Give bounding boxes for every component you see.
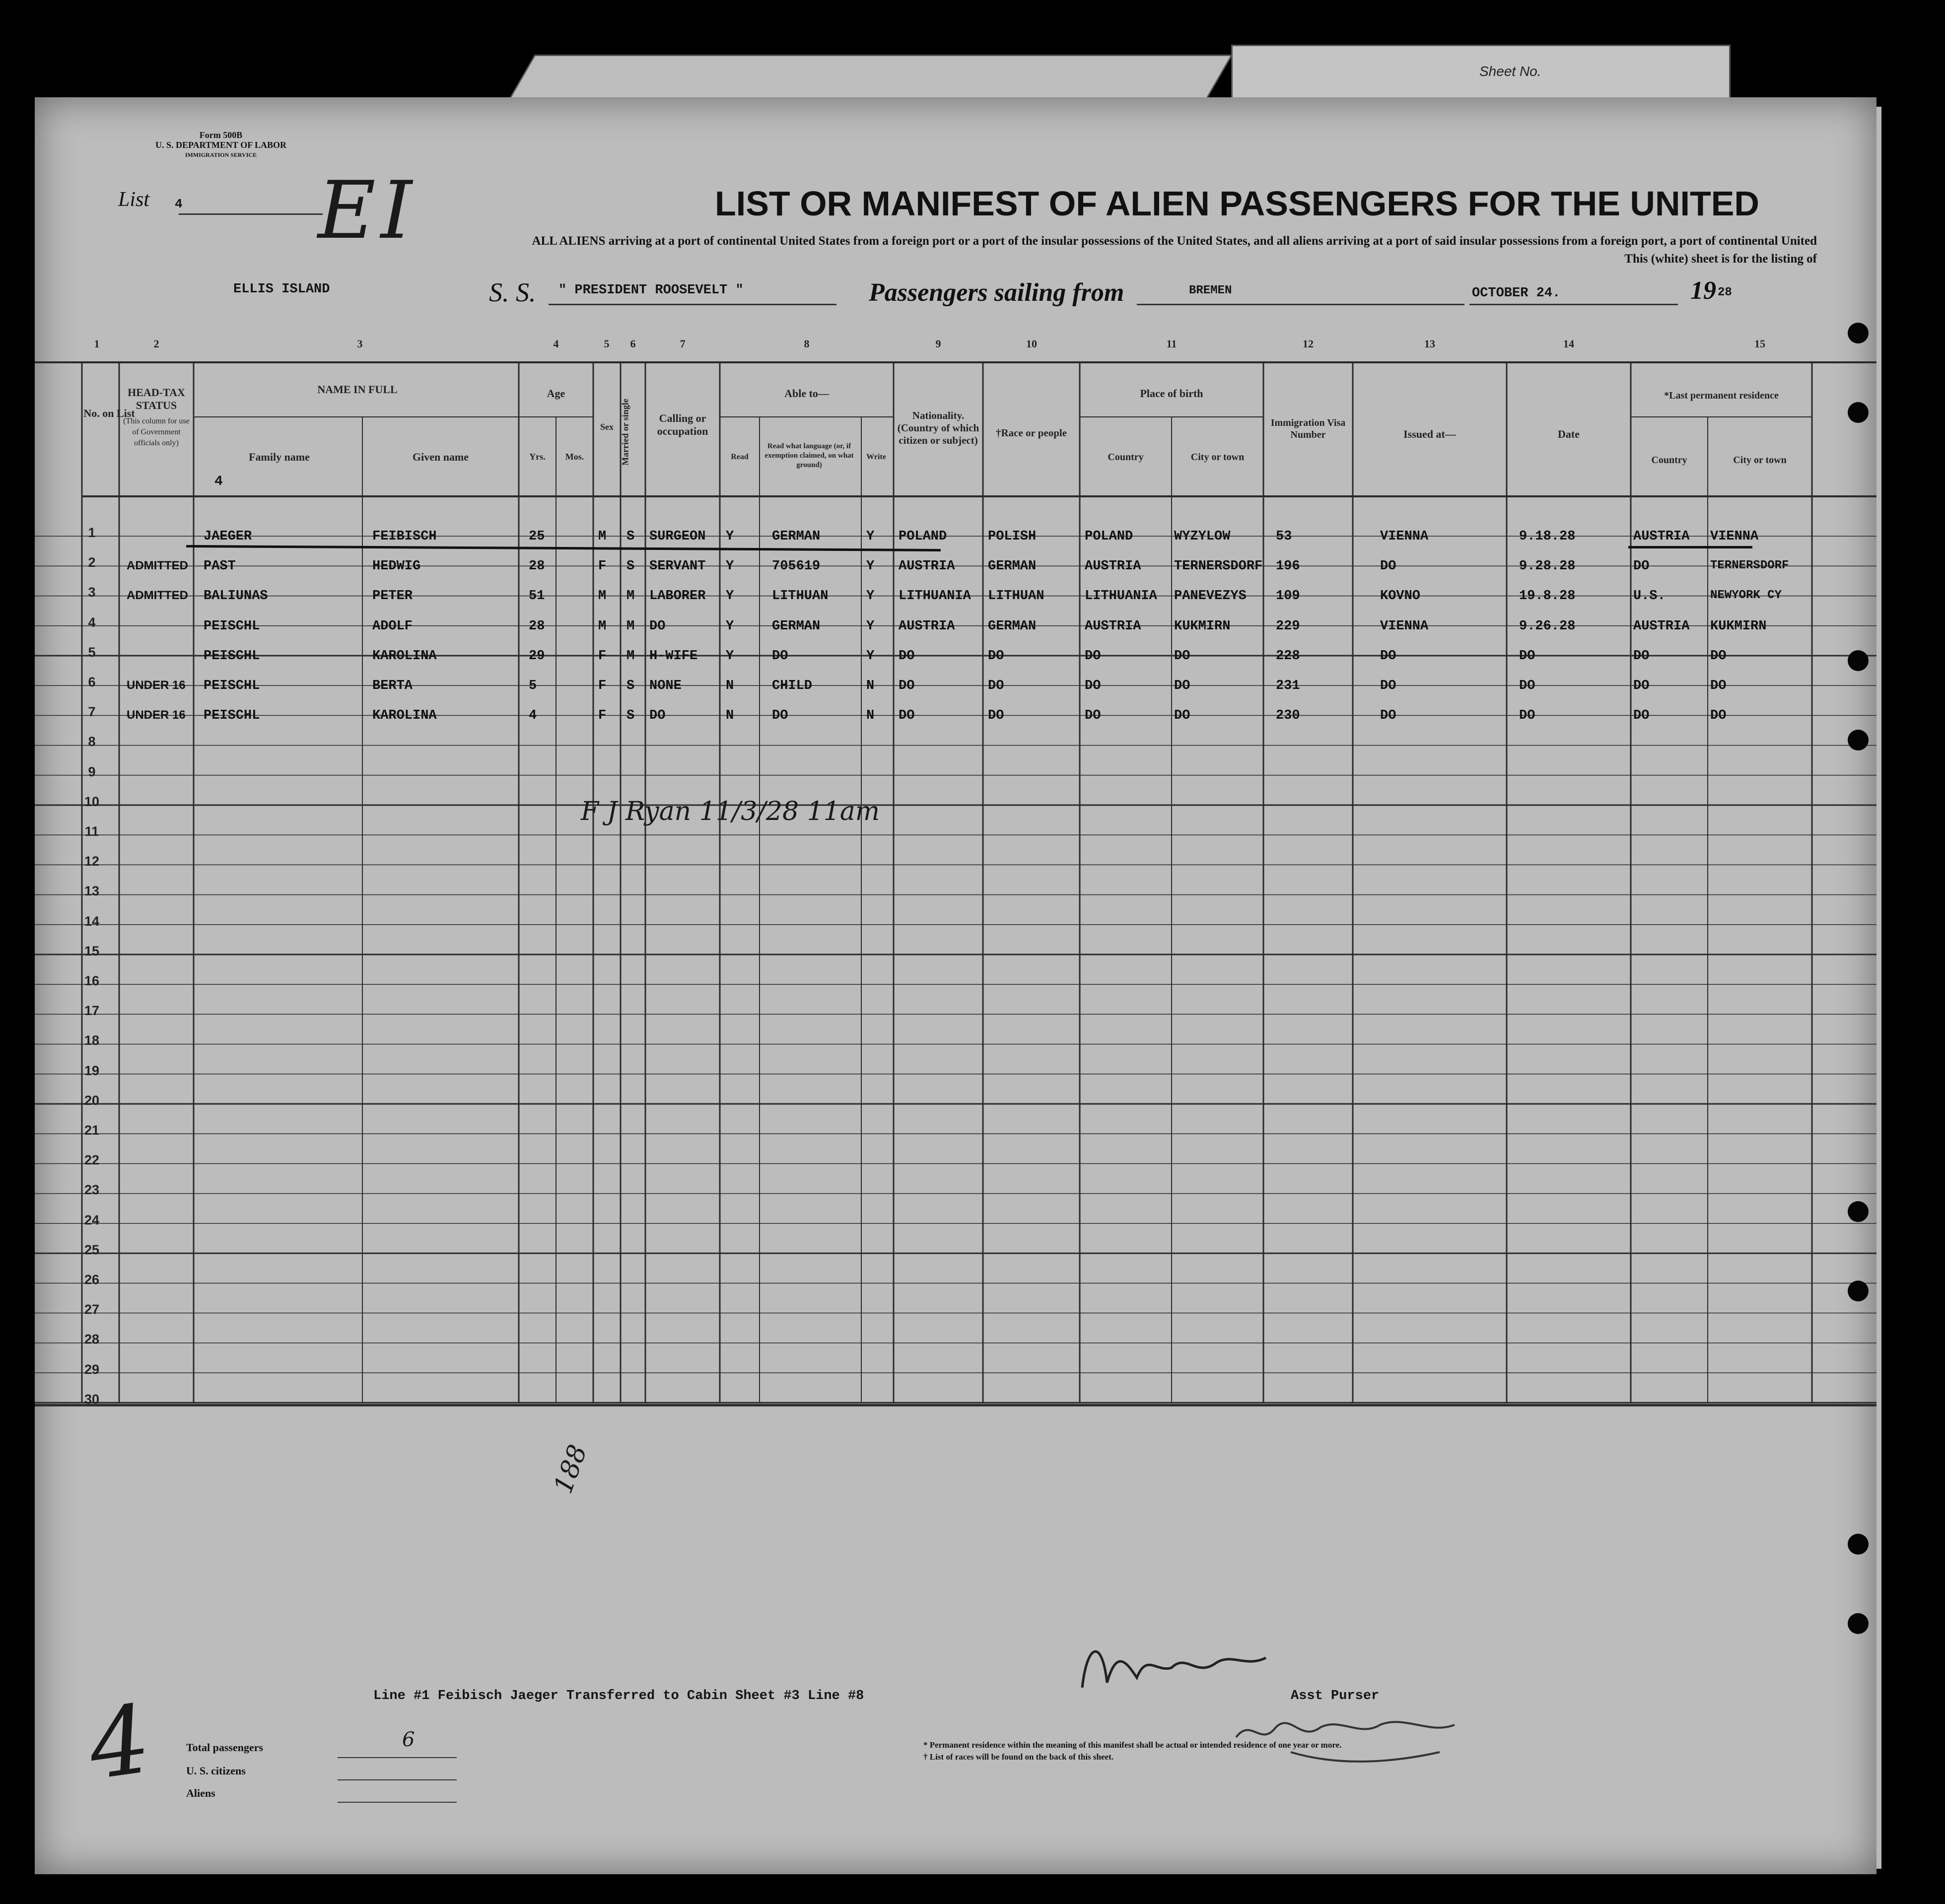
- family-name: PEISCHL: [204, 618, 260, 634]
- can-write: Y: [866, 559, 875, 574]
- visa-date: 19.8.28: [1519, 589, 1576, 604]
- row-number: 11: [84, 824, 99, 839]
- family-name: PAST: [204, 559, 236, 574]
- issued-at: DO: [1380, 559, 1396, 574]
- header-last-residence: *Last permanent residence: [1664, 390, 1779, 401]
- ss-label: S. S.: [489, 277, 536, 307]
- column-number: 15: [1754, 338, 1765, 350]
- can-read: N: [726, 679, 734, 693]
- can-read: Y: [726, 589, 734, 604]
- visa-number: 53: [1276, 529, 1292, 544]
- inspector-signature: F J Ryan 11/3/28 11am: [581, 797, 880, 826]
- header-mos: Mos.: [565, 452, 584, 462]
- list-underline: [179, 213, 323, 215]
- visa-date: DO: [1519, 708, 1535, 724]
- row-number: 6: [88, 675, 96, 689]
- family-name: PEISCHL: [204, 679, 260, 693]
- year-suffix: 28: [1718, 286, 1732, 299]
- handwritten-4: 4: [82, 1684, 157, 1801]
- sex: F: [598, 708, 607, 724]
- header-visa-date: Date: [1558, 428, 1580, 440]
- head-tax-status: UNDER 16: [127, 708, 186, 722]
- age-years: 28: [529, 618, 545, 634]
- birth-country: POLAND: [1085, 529, 1133, 544]
- can-write: Y: [866, 589, 875, 604]
- header-able-to: Able to—: [784, 387, 829, 400]
- given-name: KAROLINA: [372, 708, 437, 724]
- birth-city: PANEVEZYS: [1174, 589, 1247, 604]
- birth-city: DO: [1174, 679, 1190, 693]
- header-issued-at: Issued at—: [1403, 428, 1456, 440]
- row-number: 25: [84, 1242, 100, 1257]
- issued-at: DO: [1380, 708, 1396, 724]
- residence-city: NEWYORK CY: [1710, 589, 1782, 603]
- residence-city: KUKMIRN: [1710, 618, 1767, 634]
- column-number: 11: [1166, 338, 1177, 350]
- list-label: List: [118, 188, 150, 211]
- binder-hole: [1848, 1613, 1869, 1634]
- header-read-language: Read what language (or, if exemption claimed, on what ground): [764, 442, 854, 469]
- row-number: 22: [84, 1153, 100, 1168]
- age-years: 5: [529, 679, 537, 693]
- can-write: N: [866, 708, 875, 724]
- purser-signature: [1067, 1633, 1291, 1698]
- nationality: AUSTRIA: [899, 559, 955, 574]
- column-number: 5: [604, 338, 610, 350]
- residence-city: DO: [1710, 648, 1727, 664]
- visa-number: 228: [1276, 648, 1300, 664]
- row-number: 29: [84, 1361, 100, 1377]
- birth-country: LITHUANIA: [1085, 589, 1157, 604]
- header-yrs: Yrs.: [529, 452, 546, 462]
- birth-city: TERNERSDORF: [1174, 559, 1263, 574]
- list-number: 4: [175, 197, 183, 211]
- binder-hole: [1848, 323, 1869, 343]
- can-read: Y: [726, 618, 734, 634]
- column-number: 14: [1563, 338, 1574, 350]
- header-city: City or town: [1190, 452, 1245, 463]
- read-language: CHILD: [772, 679, 813, 693]
- total-line: [338, 1757, 457, 1758]
- binder-hole: [1848, 402, 1869, 423]
- total-passengers-value: 6: [402, 1728, 415, 1751]
- read-language: GERMAN: [772, 529, 821, 544]
- year-label: 19: [1690, 276, 1716, 305]
- birth-city: KUKMIRN: [1174, 618, 1231, 634]
- header-head-tax: HEAD-TAX STATUS: [128, 386, 185, 411]
- marital-status: S: [626, 559, 635, 574]
- ship-name: " PRESIDENT ROOSEVELT ": [558, 283, 744, 298]
- sailing-port: BREMEN: [1189, 284, 1232, 297]
- sailing-date: OCTOBER 24.: [1472, 286, 1561, 301]
- given-name: FEIBISCH: [372, 529, 437, 544]
- footer-transfer-note: Line #1 Feibisch Jaeger Transferred to Cabin Sheet #3 Line #8: [373, 1689, 864, 1703]
- page-title: LIST OR MANIFEST OF ALIEN PASSENGERS FOR THE UNITED: [715, 184, 1759, 223]
- header-married: Married or single: [620, 399, 630, 466]
- subtitle-line2: This (white) sheet is for the listing of: [1624, 252, 1817, 266]
- binder-hole: [1848, 730, 1869, 750]
- age-years: 29: [529, 648, 545, 664]
- marital-status: M: [626, 618, 635, 634]
- strike-line-1-residence: [1628, 546, 1752, 548]
- occupation: LABORER: [649, 589, 706, 604]
- read-language: DO: [772, 708, 788, 724]
- row-number: 10: [84, 794, 100, 809]
- row-number: 21: [84, 1123, 100, 1138]
- sheet-no-label: Sheet No.: [1479, 64, 1541, 79]
- marital-status: M: [626, 589, 635, 604]
- race: DO: [988, 708, 1004, 724]
- column-number: 3: [357, 338, 363, 350]
- nationality: POLAND: [899, 529, 947, 544]
- can-read: Y: [726, 559, 734, 574]
- row-number: 5: [88, 644, 96, 660]
- residence-city: DO: [1710, 679, 1727, 693]
- birth-city: DO: [1174, 648, 1190, 664]
- binder-hole: [1848, 1534, 1869, 1555]
- row-number: 12: [84, 854, 100, 869]
- row-number: 15: [84, 943, 100, 958]
- row-number: 27: [84, 1302, 100, 1317]
- race: DO: [988, 648, 1004, 664]
- ship-underline: [549, 304, 836, 305]
- column-number: 8: [804, 338, 810, 350]
- age-years: 25: [529, 529, 545, 544]
- header-calling: Calling or occupation: [657, 412, 708, 437]
- residence-country: U.S.: [1633, 589, 1666, 604]
- row-number: 8: [88, 734, 96, 749]
- manifest-grid: [35, 318, 1876, 1678]
- header-nationality: Nationality. (Country of which citizen or subject): [897, 409, 979, 446]
- issued-at: DO: [1380, 648, 1396, 664]
- read-language: 705619: [772, 559, 821, 574]
- occupation: SURGEON: [649, 529, 706, 544]
- row-number: 18: [84, 1033, 100, 1048]
- sex: M: [598, 618, 607, 634]
- port-name: ELLIS ISLAND: [233, 282, 330, 297]
- residence-country: DO: [1633, 559, 1650, 574]
- visa-number: 231: [1276, 679, 1300, 693]
- header-age: Age: [547, 387, 565, 400]
- nationality: DO: [899, 679, 915, 693]
- column-number: 13: [1424, 338, 1435, 350]
- can-write: N: [866, 679, 875, 693]
- residence-city: TERNERSDORF: [1710, 559, 1789, 573]
- column-number: 9: [935, 338, 941, 350]
- column-number: 12: [1303, 338, 1314, 350]
- given-name: PETER: [372, 589, 413, 604]
- family-name: PEISCHL: [204, 648, 260, 664]
- header-res-country: Country: [1651, 455, 1687, 466]
- header-no-on-list: No. on List: [83, 407, 135, 419]
- binder-hole: [1848, 1201, 1869, 1222]
- age-years: 4: [529, 708, 537, 724]
- given-name: HEDWIG: [372, 559, 421, 574]
- header-country: Country: [1108, 452, 1144, 463]
- marital-status: S: [626, 679, 635, 693]
- form-id: [146, 130, 295, 160]
- total-passengers-label: Total passengers: [186, 1741, 264, 1754]
- head-tax-status: UNDER 16: [127, 679, 186, 692]
- visa-number: 196: [1276, 559, 1300, 574]
- row-number: 14: [84, 913, 100, 929]
- birth-city: WYZYLOW: [1174, 529, 1231, 544]
- can-read: N: [726, 708, 734, 724]
- sex: F: [598, 559, 607, 574]
- header-race: †Race or people: [995, 427, 1067, 439]
- footnote-residence: * Permanent residence within the meaning of this manifest shall be actual or intended residence of one year or more.: [923, 1740, 1342, 1750]
- binder-hole: [1848, 650, 1869, 671]
- header-res-city: City or town: [1733, 455, 1787, 466]
- occupation: SERVANT: [649, 559, 706, 574]
- birth-country: DO: [1085, 679, 1101, 693]
- row-number: 3: [88, 585, 96, 600]
- residence-city: VIENNA: [1710, 529, 1759, 544]
- header-visa-number: Immigration Visa Number: [1270, 417, 1346, 440]
- issued-at: VIENNA: [1380, 529, 1429, 544]
- header-family-name: Family name: [249, 451, 310, 463]
- race: POLISH: [988, 529, 1037, 544]
- row-number: 23: [84, 1182, 100, 1198]
- visa-number: 229: [1276, 618, 1300, 634]
- column-number: 2: [153, 338, 159, 350]
- form-number: Form 500B: [199, 130, 243, 140]
- nationality: LITHUANIA: [899, 589, 971, 604]
- row-number: 26: [84, 1272, 100, 1287]
- occupation: NONE: [649, 679, 682, 693]
- sex: F: [598, 679, 607, 693]
- footnote-races: † List of races will be found on the back of this sheet.: [923, 1752, 1113, 1762]
- row-number: 4: [88, 614, 96, 630]
- residence-country: DO: [1633, 679, 1650, 693]
- birth-country: AUSTRIA: [1085, 559, 1141, 574]
- can-read: Y: [726, 529, 734, 544]
- date-underline: [1469, 304, 1678, 305]
- visa-date: 9.26.28: [1519, 618, 1576, 634]
- can-read: Y: [726, 648, 734, 664]
- read-language: LITHUAN: [772, 589, 829, 604]
- sex: F: [598, 648, 607, 664]
- marital-status: S: [626, 529, 635, 544]
- handwritten-ei: EI: [318, 164, 417, 257]
- sex: M: [598, 529, 607, 544]
- visa-number: 230: [1276, 708, 1300, 724]
- occupation: DO: [649, 708, 666, 724]
- family-name: PEISCHL: [204, 708, 260, 724]
- race: GERMAN: [988, 559, 1037, 574]
- residence-country: DO: [1633, 648, 1650, 664]
- occupation: DO: [649, 618, 666, 634]
- residence-country: AUSTRIA: [1633, 618, 1690, 634]
- row-number: 13: [84, 884, 100, 899]
- issued-at: VIENNA: [1380, 618, 1429, 634]
- row-number: 17: [84, 1003, 100, 1019]
- us-citizens-label: U. S. citizens: [186, 1765, 246, 1777]
- race: DO: [988, 679, 1004, 693]
- race: LITHUAN: [988, 589, 1044, 604]
- head-tax-status: ADMITTED: [127, 589, 188, 603]
- row-number: 20: [84, 1092, 100, 1108]
- aliens-line: [338, 1802, 457, 1803]
- issued-at: KOVNO: [1380, 589, 1421, 604]
- officer-signature: [1231, 1707, 1509, 1772]
- row-number: 30: [84, 1391, 100, 1407]
- birth-country: AUSTRIA: [1085, 618, 1141, 634]
- residence-country: DO: [1633, 708, 1650, 724]
- row-number: 16: [84, 973, 100, 988]
- citizens-line: [338, 1779, 457, 1780]
- visa-number: 109: [1276, 589, 1300, 604]
- sailing-underline: [1137, 304, 1464, 305]
- age-years: 51: [529, 589, 545, 604]
- visa-date: 9.28.28: [1519, 559, 1576, 574]
- age-years: 28: [529, 559, 545, 574]
- column-number: 7: [680, 338, 686, 350]
- sailing-label: Passengers sailing from: [869, 278, 1124, 307]
- visa-date: 9.18.28: [1519, 529, 1576, 544]
- birth-country: DO: [1085, 648, 1101, 664]
- header-sex: Sex: [600, 422, 614, 432]
- birth-country: DO: [1085, 708, 1101, 724]
- race: GERMAN: [988, 618, 1037, 634]
- given-name: KAROLINA: [372, 648, 437, 664]
- visa-date: DO: [1519, 648, 1535, 664]
- header-mark: 4: [214, 474, 223, 489]
- handwritten-188: 188: [548, 1441, 593, 1497]
- header-read: Read: [731, 453, 749, 461]
- nationality: DO: [899, 648, 915, 664]
- nationality: DO: [899, 708, 915, 724]
- can-write: Y: [866, 529, 875, 544]
- row-number: 2: [88, 555, 96, 570]
- row-number: 24: [84, 1212, 100, 1227]
- head-tax-status: ADMITTED: [127, 559, 188, 573]
- can-write: Y: [866, 648, 875, 664]
- column-number: 6: [630, 338, 636, 350]
- header-place-of-birth: Place of birth: [1140, 387, 1203, 400]
- column-number: 1: [94, 338, 100, 350]
- marital-status: M: [626, 648, 635, 664]
- residence-city: DO: [1710, 708, 1727, 724]
- given-name: ADOLF: [372, 618, 413, 634]
- column-number: 4: [553, 338, 559, 350]
- row-number: 7: [88, 704, 96, 720]
- sex: M: [598, 589, 607, 604]
- aliens-label: Aliens: [186, 1787, 215, 1799]
- header-name-in-full: NAME IN FULL: [317, 383, 398, 396]
- asst-purser-label: Asst Purser: [1291, 1689, 1380, 1703]
- service-name: IMMIGRATION SERVICE: [185, 151, 257, 158]
- residence-country: AUSTRIA: [1633, 529, 1690, 544]
- given-name: BERTA: [372, 679, 413, 693]
- birth-city: DO: [1174, 708, 1190, 724]
- row-number: 19: [84, 1063, 100, 1078]
- visa-date: DO: [1519, 679, 1535, 693]
- row-number: 28: [84, 1332, 100, 1347]
- read-language: GERMAN: [772, 618, 821, 634]
- family-name: JAEGER: [204, 529, 252, 544]
- row-number: 9: [88, 764, 96, 779]
- column-number: 10: [1026, 338, 1037, 350]
- marital-status: S: [626, 708, 635, 724]
- family-name: BALIUNAS: [204, 589, 268, 604]
- header-given-name: Given name: [412, 451, 469, 463]
- subtitle-line1: ALL ALIENS arriving at a port of continental United States from a foreign port or a port of the insular possessions of the United States, and all aliens arriving at a port of said insular possessions from a foreign port, a port of continental United: [532, 234, 1817, 248]
- header-head-tax-note: (This column for use of Government officials only): [123, 417, 190, 447]
- department-name: U. S. DEPARTMENT OF LABOR: [155, 140, 287, 150]
- issued-at: DO: [1380, 679, 1396, 693]
- row-number: 1: [88, 525, 96, 540]
- can-write: Y: [866, 618, 875, 634]
- read-language: DO: [772, 648, 788, 664]
- nationality: AUSTRIA: [899, 618, 955, 634]
- header-write: Write: [866, 453, 886, 461]
- occupation: H-WIFE: [649, 648, 698, 664]
- binder-hole: [1848, 1281, 1869, 1301]
